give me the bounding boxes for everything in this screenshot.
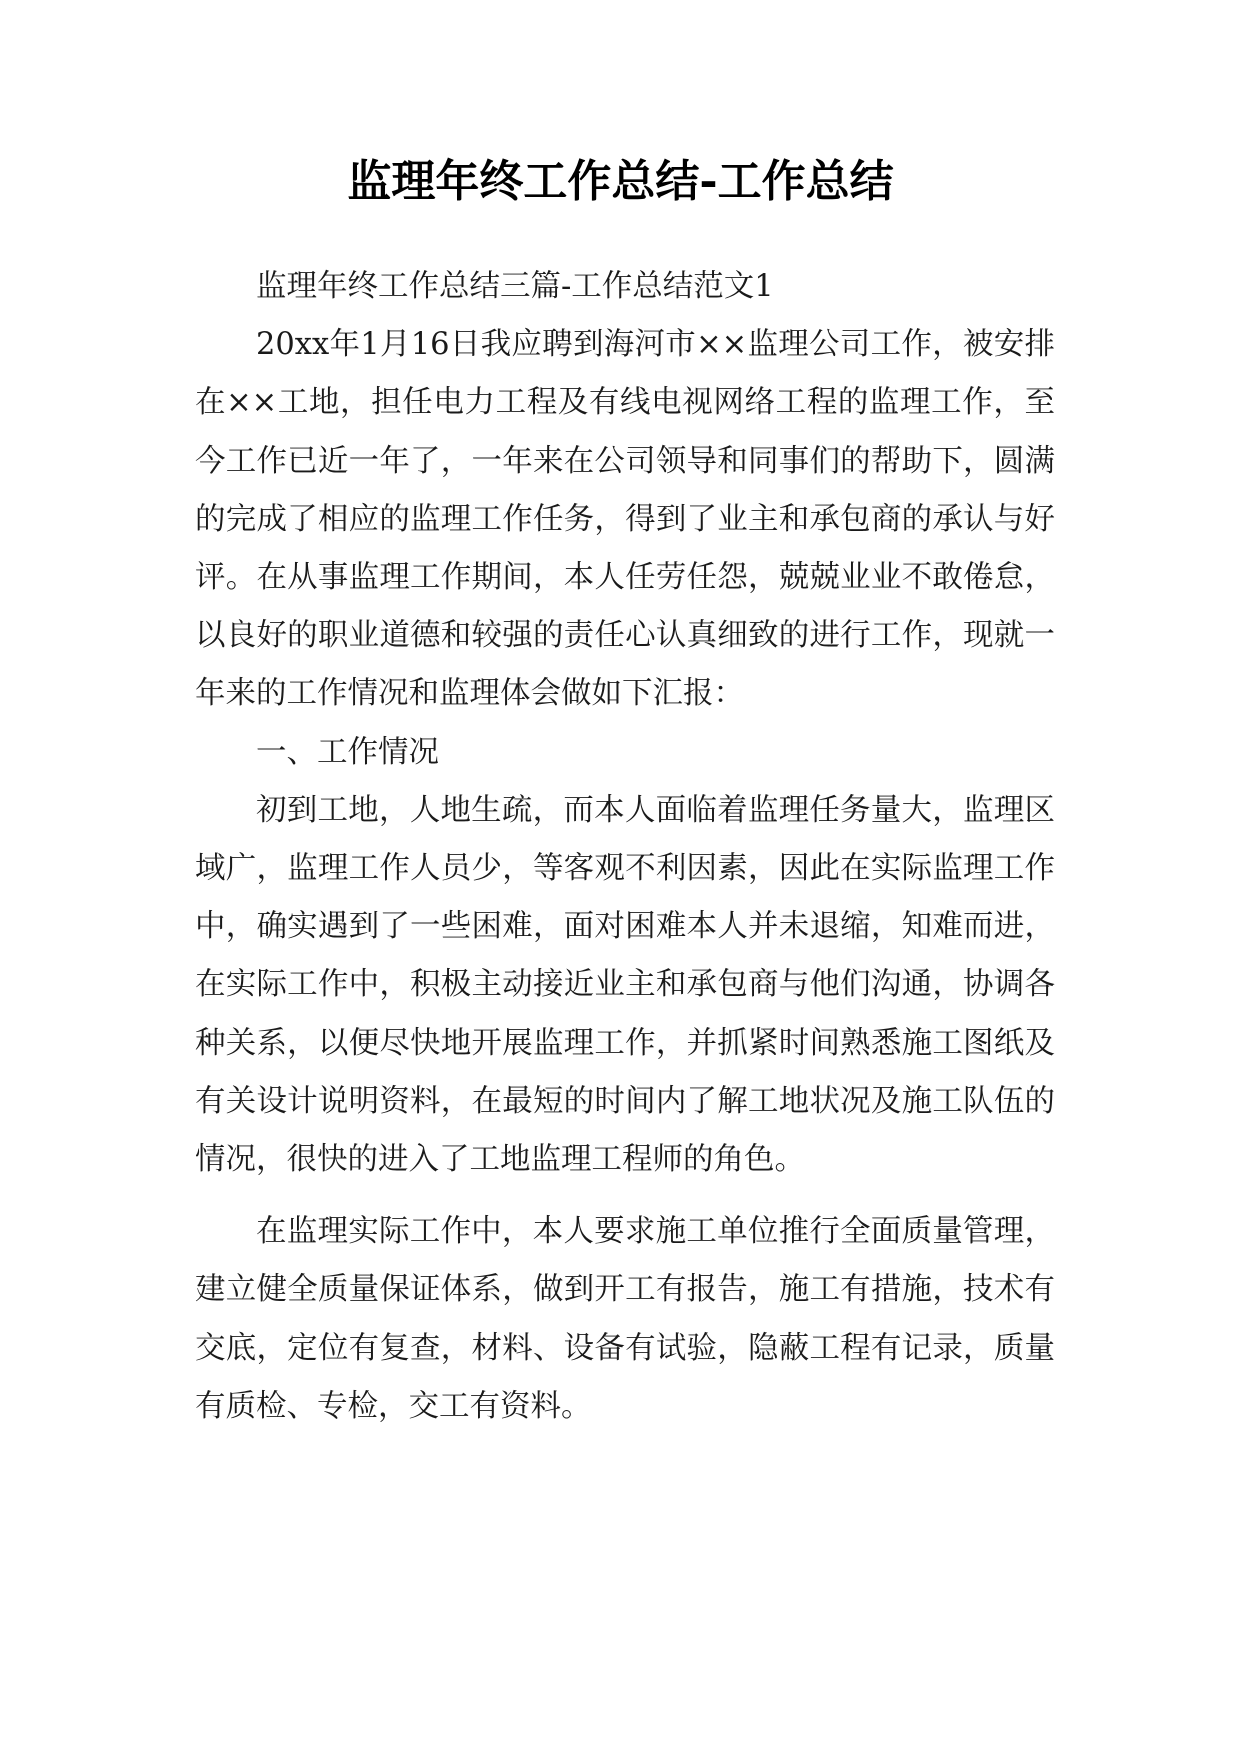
paragraph-intro: 20xx年1月16日我应聘到海河市××监理公司工作，被安排在××工地，担任电力工程及有线电视网络工程的监理工作，至今工作已近一年了，一年来在公司领导和同事们的帮助下，圆满的完成了相应的监理工作任务，得到了业主和承包商的承认与好评。在从事监理工作期间，本人任劳任怨，兢兢业业不敢倦怠，以良好的职业道德和较强的责任心认真细致的进行工作，现就一年来的工作情况和监理体会做如下汇报： bbox=[195, 327, 1055, 712]
paragraph-subtitle: 监理年终工作总结三篇-工作总结范文1 bbox=[256, 269, 774, 304]
document-body bbox=[195, 258, 1055, 1436]
section-heading: 一、工作情况 bbox=[256, 734, 439, 770]
paragraph-quality-management: 在监理实际工作中，本人要求施工单位推行全面质量管理，建立健全质量保证体系，做到开工有报告，施工有措施，技术有交底，定位有复查，材料、设备有试验，隐蔽工程有记录，质量有质检、专检，交工有资料。 bbox=[195, 1214, 1055, 1424]
paragraph-work-situation: 初到工地，人地生疏，而本人面临着监理任务量大，监理区域广，监理工作人员少，等客观不利因素，因此在实际监理工作中，确实遇到了一些困难，面对困难本人并未退缩，知难而进，在实际工作中，积极主动接近业主和承包商与他们沟通，协调各种关系，以便尽快地开展监理工作，并抓紧时间熟悉施工图纸及有关设计说明资料，在最短的时间内了解工地状况及施工队伍的情况，很快的进入了工地监理工程师的角色。 bbox=[195, 792, 1055, 1178]
document-title: 监理年终工作总结-工作总结 bbox=[347, 156, 894, 207]
